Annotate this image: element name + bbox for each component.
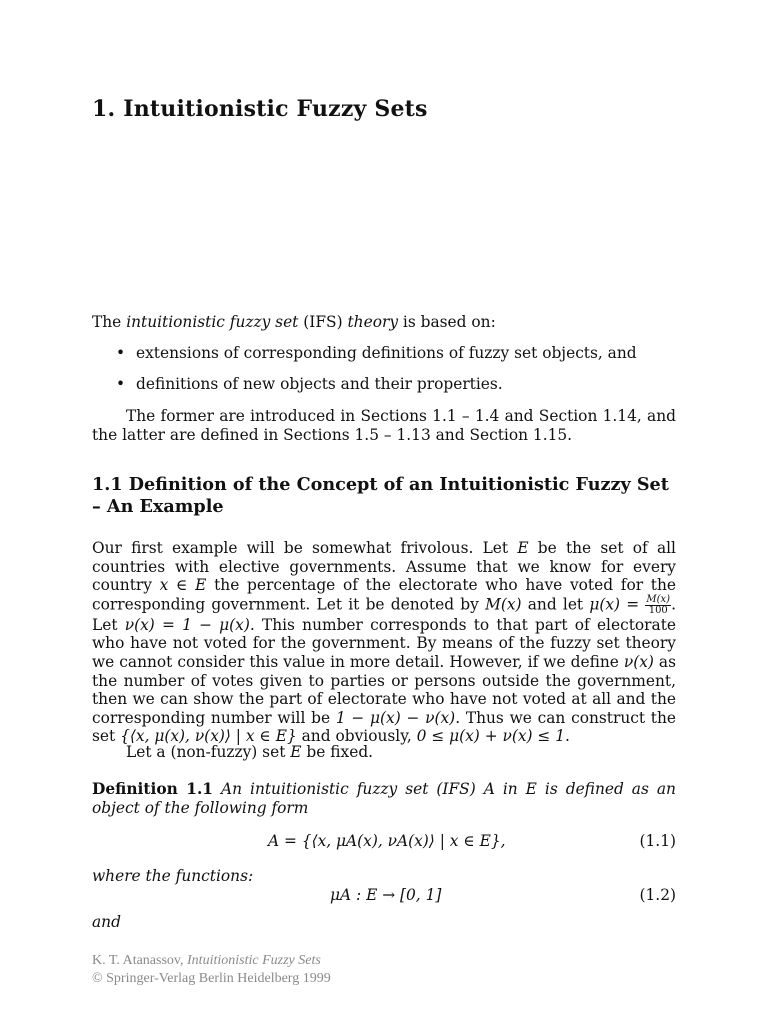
example-text: and obviously,: [296, 727, 417, 746]
equation-row: [92, 832, 676, 852]
intro-term-theory: theory: [347, 313, 399, 331]
math-symbol: E: [290, 743, 302, 761]
intro-pre: The: [92, 313, 127, 331]
math-symbol: E: [517, 539, 529, 557]
fixed-set-sentence: [92, 743, 676, 762]
example-text: as the number of votes given to parties or persons outside the government, then we can show the part of electorate who have not voted at all and the corresponding number will be: [92, 652, 677, 727]
list-item-text: extensions of corresponding definitions of fuzzy set objects, and: [136, 344, 637, 362]
intro-post: is based on:: [398, 313, 496, 331]
example-text: . Thus we can construct the set: [92, 708, 676, 746]
math-expression: ν(x): [623, 652, 654, 671]
example-text: the percentage of the electorate who have voted for the corresponding government. Let it be denoted by: [92, 576, 677, 614]
footer-author: K. T. Atanassov,: [92, 953, 188, 968]
example-text: and let: [521, 595, 590, 614]
copyright-footer: [92, 952, 331, 988]
where-text: where the functions:: [92, 867, 254, 885]
footer-line-1: [92, 952, 331, 970]
footer-book-title: Intuitionistic Fuzzy Sets: [187, 953, 321, 968]
example-text: Our first example will be somewhat frivolous. Let: [92, 539, 518, 557]
example-text: be fixed.: [301, 743, 374, 761]
bullet-icon: •: [116, 344, 126, 362]
bullet-icon: •: [116, 375, 126, 393]
definition-text: An intuitionistic fuzzy set (IFS) A in E is defined as an object of the following form: [92, 780, 676, 817]
definition-block: [92, 780, 676, 817]
math-fraction: [645, 595, 671, 616]
list-item-text: definitions of new objects and their properties.: [136, 375, 503, 393]
intro-mid: (IFS): [298, 313, 348, 331]
example-text: .: [565, 727, 570, 746]
math-expression: ν(x) = 1 − μ(x): [124, 615, 250, 634]
and-text: and: [92, 913, 121, 931]
equation-number: (1.2): [639, 886, 676, 904]
list-item: [116, 375, 676, 394]
equation: μA : E → [0, 1]: [330, 886, 442, 904]
section-title: 1.1 Definition of the Concept of an Intuitionistic Fuzzy Set – An Example: [92, 474, 669, 517]
math-expression: M(x): [485, 595, 522, 614]
example-text: Let a (non-fuzzy) set: [126, 743, 291, 761]
intro-term-ifs: intuitionistic fuzzy set: [126, 313, 299, 331]
fraction-numerator: M(x): [646, 593, 671, 605]
math-expression: 0 ≤ μ(x) + ν(x) ≤ 1: [416, 727, 566, 746]
example-text: be the set of all countries with elective governments. Assume that we know for every country: [92, 539, 676, 595]
example-paragraph: [92, 539, 676, 746]
definition-label: Definition 1.1: [92, 780, 214, 798]
fraction-denominator: 100: [648, 604, 668, 616]
chapter-title: 1. Intuitionistic Fuzzy Sets: [92, 96, 428, 122]
math-expression: {⟨x, μ(x), ν(x)⟩ | x ∈ E}: [120, 727, 297, 746]
math-expression: x ∈ E: [159, 576, 207, 595]
equation-row: [92, 886, 676, 906]
math-expression: 1 − μ(x) − ν(x): [335, 708, 456, 727]
footer-line-2: © Springer-Verlag Berlin Heidelberg 1999: [92, 971, 331, 986]
intro-sentence: [92, 313, 682, 332]
math-expression: μ(x) =: [589, 595, 640, 614]
example-text: . This number corresponds to that part of electorate who have not voted for the government. By means of the fuzzy set theory we cannot consider this value in more detail. However, if we define: [92, 615, 676, 671]
summary-paragraph: The former are introduced in Sections 1.1 – 1.4 and Section 1.14, and the latter are defined in Sections 1.5 – 1.13 and Section 1.15.: [92, 407, 676, 444]
example-text: . Let: [92, 595, 676, 634]
equation: A = {⟨x, μA(x), νA(x)⟩ | x ∈ E},: [268, 832, 506, 850]
equation-number: (1.1): [639, 832, 676, 850]
list-item: [116, 344, 676, 363]
